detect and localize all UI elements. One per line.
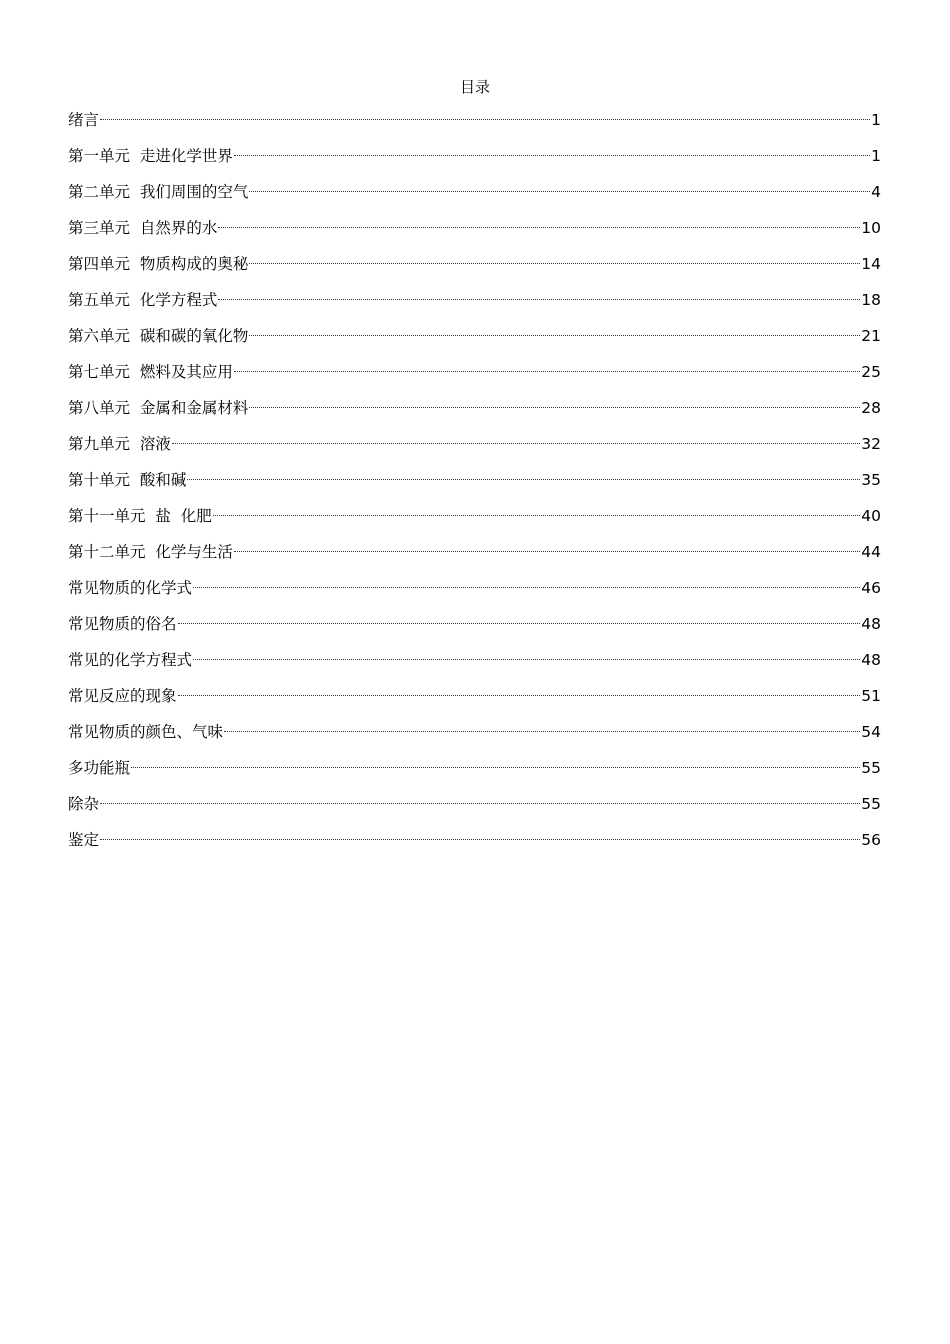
toc-entry-page: 55 — [861, 795, 881, 813]
toc-entry-page: 54 — [861, 723, 881, 741]
toc-entry[interactable] — [68, 173, 881, 209]
toc-entry[interactable] — [68, 353, 881, 389]
toc-entry-label: 常见物质的俗名 — [68, 615, 177, 633]
toc-title: 目录 — [459, 78, 490, 96]
toc-entry-page: 21 — [861, 327, 881, 345]
toc-entry-label: 第十二单元 化学与生活 — [68, 543, 233, 561]
toc-entry-page: 56 — [861, 831, 881, 849]
toc-entry-label: 多功能瓶 — [68, 759, 131, 777]
toc-entry-page: 4 — [871, 183, 881, 201]
toc-entry[interactable] — [68, 425, 881, 461]
toc-dot-leader — [249, 245, 860, 269]
toc-entry[interactable] — [68, 641, 881, 677]
toc-entry[interactable] — [68, 317, 881, 353]
toc-dot-leader — [131, 749, 860, 773]
toc-entry-page: 46 — [861, 579, 881, 597]
toc-dot-leader — [100, 101, 870, 125]
toc-entry-label: 第五单元 化学方程式 — [68, 291, 218, 309]
toc-entry-page: 10 — [861, 219, 881, 237]
toc-entry-page: 28 — [861, 399, 881, 417]
toc-entry[interactable] — [68, 713, 881, 749]
toc-entry-label: 常见物质的化学式 — [68, 579, 193, 597]
toc-entry-label: 第四单元 物质构成的奥秘 — [68, 255, 249, 273]
toc-entry-page: 1 — [871, 147, 881, 165]
toc-entry[interactable] — [68, 209, 881, 245]
toc-entry[interactable] — [68, 677, 881, 713]
toc-entry-label: 第一单元 走进化学世界 — [68, 147, 233, 165]
toc-dot-leader — [218, 281, 860, 305]
toc-entry-page: 44 — [861, 543, 881, 561]
toc-dot-leader — [234, 137, 870, 161]
toc-dot-leader — [100, 785, 860, 809]
toc-entry-page: 40 — [861, 507, 881, 525]
toc-entry-page: 55 — [861, 759, 881, 777]
toc-entry-label: 第九单元 溶液 — [68, 435, 171, 453]
toc-entry-label: 除杂 — [68, 795, 100, 813]
toc-entry[interactable] — [68, 533, 881, 569]
toc-dot-leader — [187, 461, 860, 485]
toc-entry[interactable] — [68, 281, 881, 317]
toc-dot-leader — [193, 569, 860, 593]
toc-entry-page: 1 — [871, 111, 881, 129]
toc-dot-leader — [213, 497, 861, 521]
toc-entry-page: 32 — [861, 435, 881, 453]
toc-entry-page: 25 — [861, 363, 881, 381]
toc-entry-label: 常见的化学方程式 — [68, 651, 193, 669]
toc-entry-label: 第六单元 碳和碳的氧化物 — [68, 327, 249, 345]
toc-dot-leader — [193, 641, 860, 665]
toc-dot-leader — [218, 209, 860, 233]
toc-dot-leader — [100, 821, 860, 845]
toc-entry-label: 常见反应的现象 — [68, 687, 177, 705]
toc-entry[interactable] — [68, 605, 881, 641]
toc-entry-page: 14 — [861, 255, 881, 273]
toc-entry[interactable] — [68, 785, 881, 821]
toc-entry-label: 第三单元 自然界的水 — [68, 219, 218, 237]
toc-entry[interactable] — [68, 245, 881, 281]
toc-entry-page: 48 — [861, 615, 881, 633]
toc-entry-label: 第八单元 金属和金属材料 — [68, 399, 249, 417]
toc-entry[interactable] — [68, 749, 881, 785]
toc-dot-leader — [249, 317, 860, 341]
toc-entry-page: 35 — [861, 471, 881, 489]
toc-entry-label: 常见物质的颜色、气味 — [68, 723, 224, 741]
toc-dot-leader — [172, 425, 860, 449]
toc-entry[interactable] — [68, 821, 881, 857]
toc-entry-label: 绪言 — [68, 111, 100, 129]
toc-dot-leader — [234, 533, 860, 557]
toc-entry-label: 第十一单元 盐 化肥 — [68, 507, 212, 525]
toc-dot-leader — [249, 389, 860, 413]
toc-dot-leader — [234, 353, 860, 377]
toc-entry-label: 第十单元 酸和碱 — [68, 471, 187, 489]
toc-list — [68, 101, 881, 857]
toc-entry[interactable] — [68, 137, 881, 173]
toc-entry[interactable] — [68, 389, 881, 425]
toc-entry-page: 18 — [861, 291, 881, 309]
toc-entry-page: 51 — [861, 687, 881, 705]
toc-dot-leader — [178, 677, 861, 701]
toc-entry-page: 48 — [861, 651, 881, 669]
toc-entry-label: 第七单元 燃料及其应用 — [68, 363, 233, 381]
toc-dot-leader — [178, 605, 861, 629]
toc-dot-leader — [224, 713, 860, 737]
toc-entry[interactable] — [68, 497, 881, 533]
toc-entry[interactable] — [68, 461, 881, 497]
toc-entry-label: 鉴定 — [68, 831, 100, 849]
toc-entry[interactable] — [68, 569, 881, 605]
toc-entry[interactable] — [68, 101, 881, 137]
toc-dot-leader — [249, 173, 870, 197]
toc-entry-label: 第二单元 我们周围的空气 — [68, 183, 249, 201]
